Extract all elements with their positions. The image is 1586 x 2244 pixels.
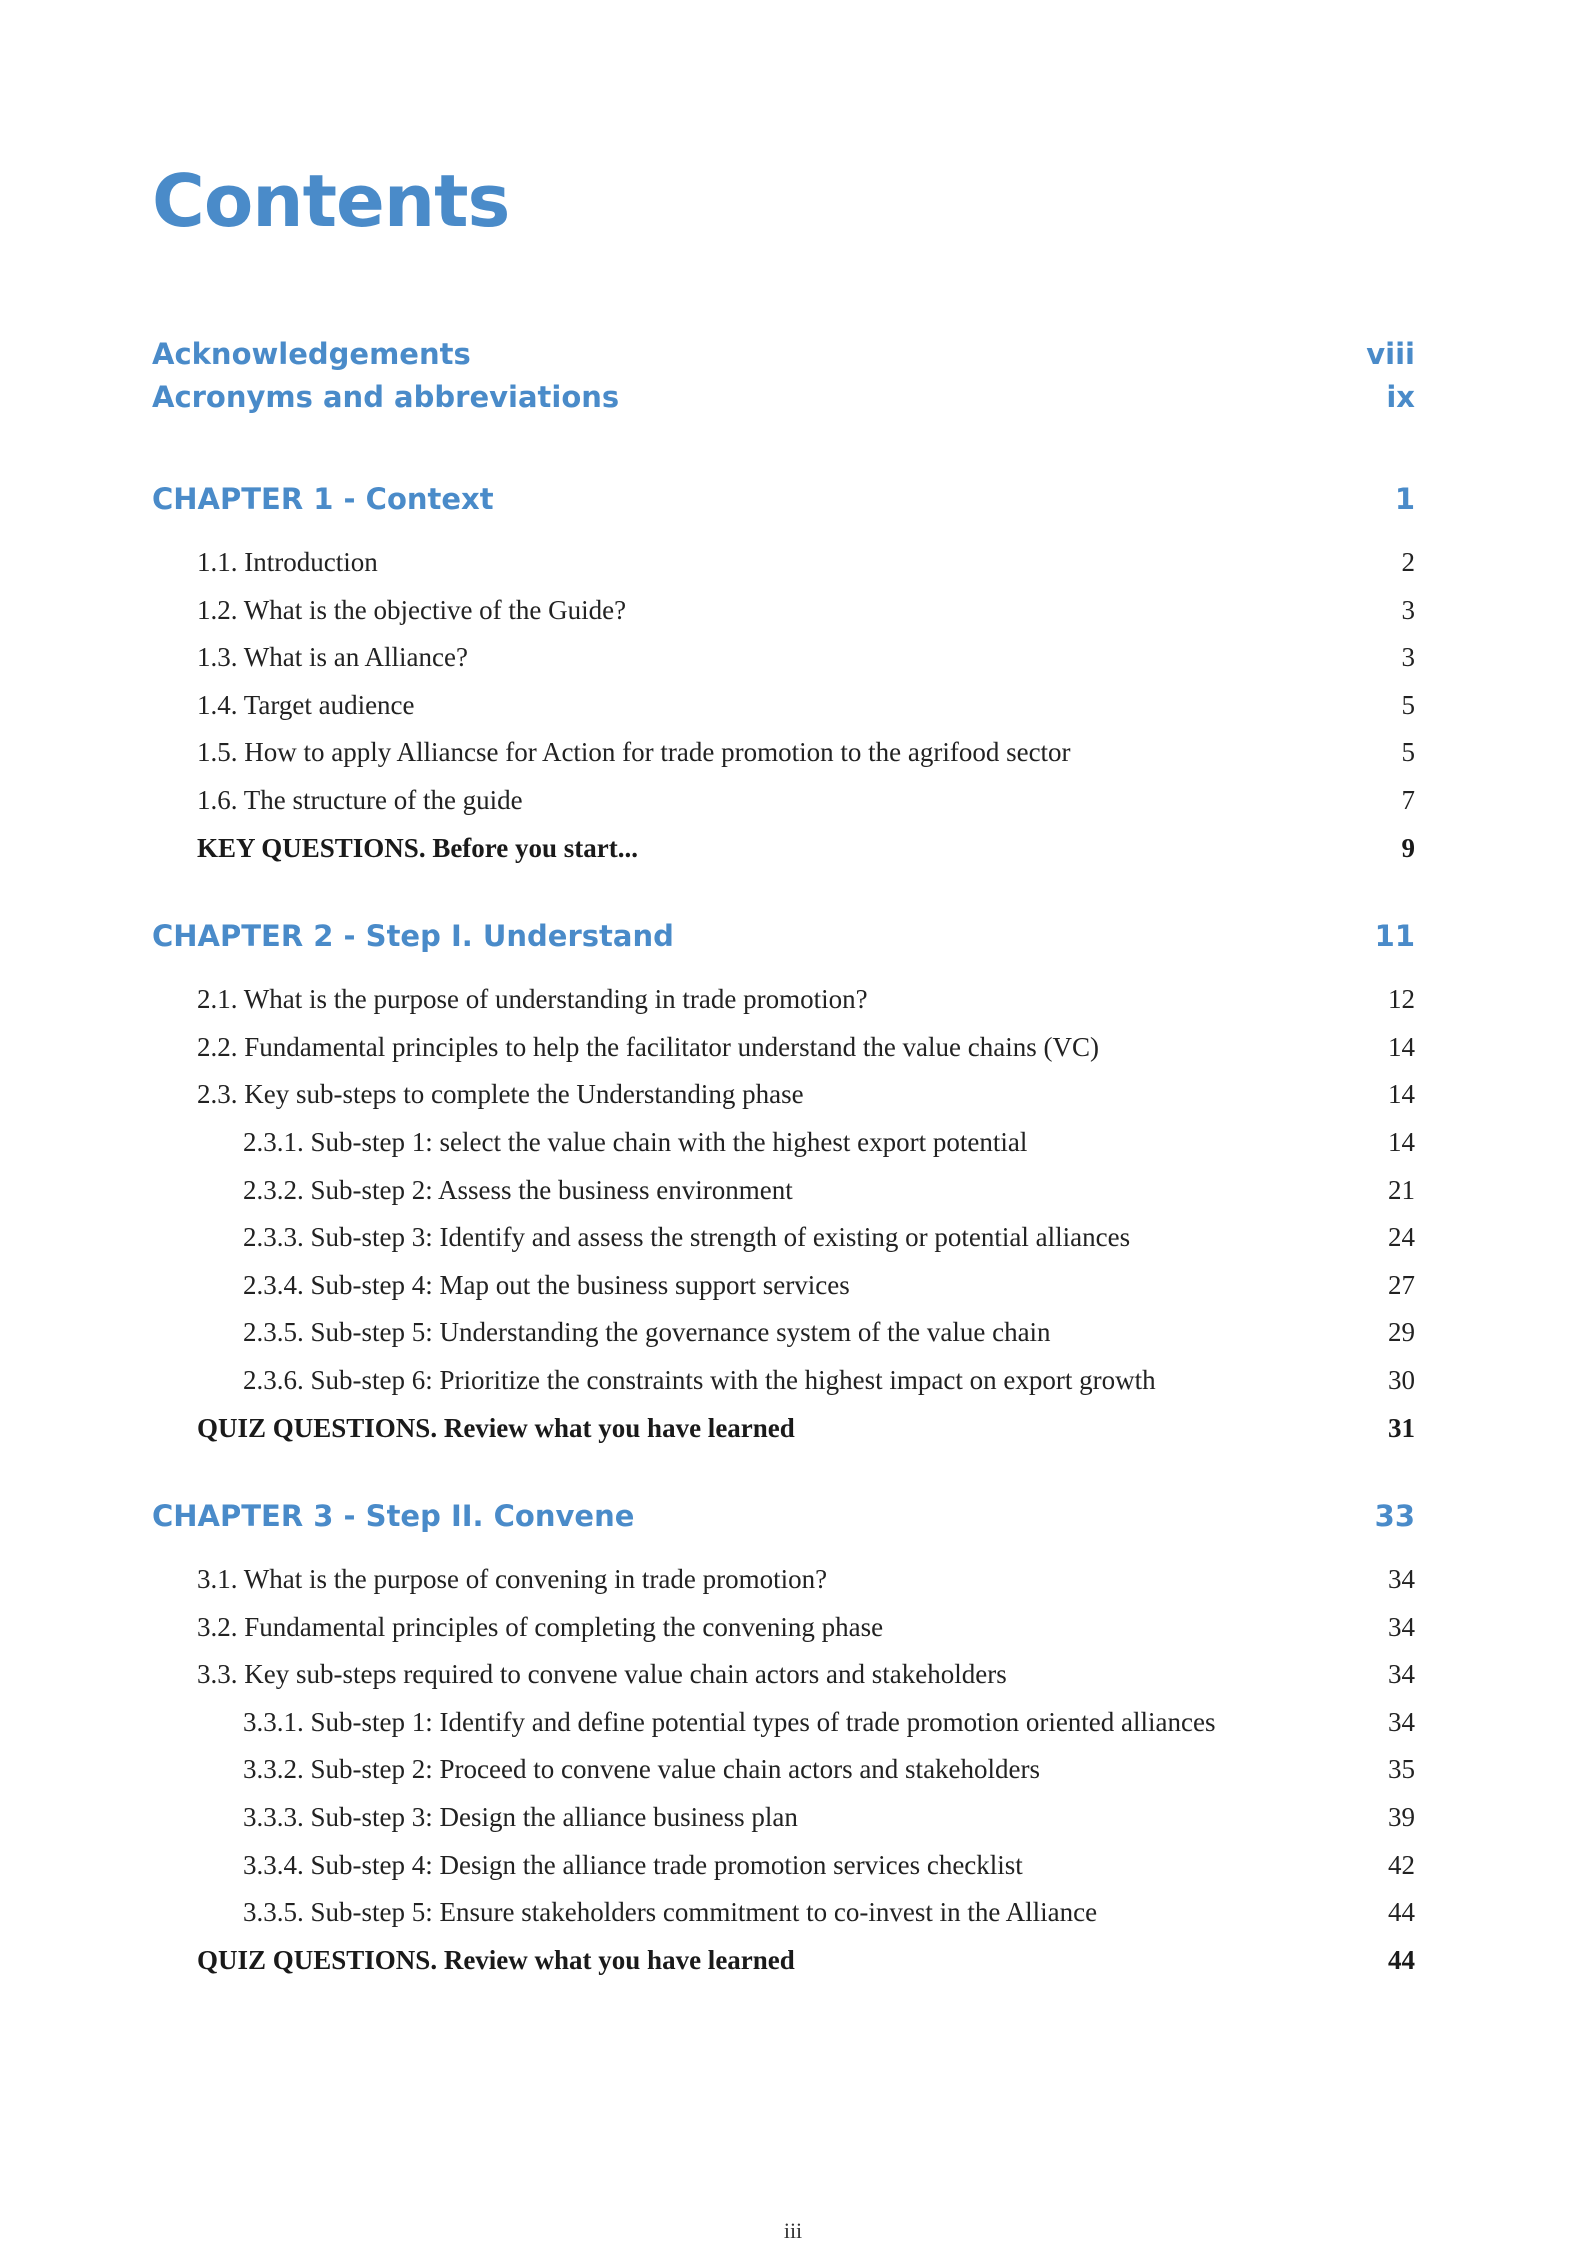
toc-entry-quiz-questions[interactable] bbox=[152, 1405, 1415, 1453]
toc-entry-page: 3 bbox=[1401, 642, 1415, 673]
toc-entry-quiz-questions[interactable] bbox=[152, 1937, 1415, 1985]
toc-entry-page: 24 bbox=[1388, 1222, 1415, 1253]
toc-entry-label: 2.1. What is the purpose of understanding in trade promotion? bbox=[197, 984, 868, 1015]
toc-subentry[interactable] bbox=[152, 1746, 1415, 1794]
toc-entry-page: 14 bbox=[1388, 1031, 1415, 1062]
toc-entry-label: 2.3.1. Sub-step 1: select the value chain with the highest export potential bbox=[243, 1126, 1028, 1157]
toc-entry[interactable] bbox=[152, 1024, 1415, 1072]
toc-entry-page: 44 bbox=[1388, 1944, 1415, 1975]
toc-entry-label: 3.1. What is the purpose of convening in trade promotion? bbox=[197, 1564, 828, 1595]
toc-entry-label: 2.3.2. Sub-step 2: Assess the business environment bbox=[243, 1174, 793, 1205]
toc-entry-page: ix bbox=[1386, 380, 1415, 414]
toc-entry-page: 34 bbox=[1388, 1564, 1415, 1595]
toc-entry-label: 3.3.3. Sub-step 3: Design the alliance business plan bbox=[243, 1802, 798, 1833]
toc-entry-label: 2.3.5. Sub-step 5: Understanding the governance system of the value chain bbox=[243, 1317, 1051, 1348]
toc-entry-page: 35 bbox=[1388, 1754, 1415, 1785]
toc-entry-acknowledgements[interactable] bbox=[152, 333, 1415, 376]
toc-subentry[interactable] bbox=[152, 1119, 1415, 1167]
toc-entry-page: viii bbox=[1366, 337, 1415, 371]
toc-entry[interactable] bbox=[152, 1556, 1415, 1604]
toc-entry-page: 42 bbox=[1388, 1849, 1415, 1880]
toc-subentry[interactable] bbox=[152, 1842, 1415, 1890]
toc-entry-label: 3.3.4. Sub-step 4: Design the alliance trade promotion services checklist bbox=[243, 1849, 1023, 1880]
toc-entry-label: 1.2. What is the objective of the Guide? bbox=[197, 594, 627, 625]
chapter-label: CHAPTER 2 - Step I. Understand bbox=[152, 919, 674, 954]
toc-entry[interactable] bbox=[152, 1651, 1415, 1699]
toc-entry[interactable] bbox=[152, 729, 1415, 777]
chapter-page: 33 bbox=[1374, 1499, 1415, 1534]
toc-entry-page: 31 bbox=[1388, 1412, 1415, 1443]
toc-entry-page: 30 bbox=[1388, 1364, 1415, 1395]
toc-entry-page: 44 bbox=[1388, 1897, 1415, 1928]
toc-entry-page: 21 bbox=[1388, 1174, 1415, 1205]
toc-entry-page: 9 bbox=[1401, 832, 1415, 863]
toc-entry-label: 2.3. Key sub-steps to complete the Understanding phase bbox=[197, 1079, 804, 1110]
toc-entry-page: 5 bbox=[1401, 737, 1415, 768]
toc-entry-label: 3.3. Key sub-steps required to convene value chain actors and stakeholders bbox=[197, 1659, 1007, 1690]
toc-entry[interactable] bbox=[152, 539, 1415, 587]
toc-subentry[interactable] bbox=[152, 1262, 1415, 1310]
toc-entry-label: Acknowledgements bbox=[152, 337, 471, 371]
toc-entry-label: 2.3.3. Sub-step 3: Identify and assess the strength of existing or potential alliances bbox=[243, 1222, 1131, 1253]
chapter-page: 1 bbox=[1394, 482, 1415, 516]
page-number: iii bbox=[783, 2218, 803, 2243]
toc-chapter-1[interactable] bbox=[152, 476, 1415, 523]
toc-entry-label: 2.2. Fundamental principles to help the facilitator understand the value chains (VC) bbox=[197, 1031, 1099, 1062]
toc-entry[interactable] bbox=[152, 634, 1415, 682]
toc-entry-acronyms[interactable] bbox=[152, 376, 1415, 419]
toc-entry-label: KEY QUESTIONS. Before you start... bbox=[197, 832, 639, 863]
toc-entry-key-questions[interactable] bbox=[152, 825, 1415, 873]
toc-entry-label: 3.3.2. Sub-step 2: Proceed to convene value chain actors and stakeholders bbox=[243, 1754, 1041, 1785]
toc-chapter-2[interactable] bbox=[152, 913, 1415, 960]
toc-entry-label: Acronyms and abbreviations bbox=[152, 380, 620, 414]
toc-entry-label: 1.4. Target audience bbox=[197, 689, 415, 720]
toc-entry[interactable] bbox=[152, 1071, 1415, 1119]
toc-entry-label: 3.2. Fundamental principles of completing the convening phase bbox=[197, 1611, 884, 1642]
page-title: Contents bbox=[152, 159, 510, 243]
toc-entry-label: 2.3.6. Sub-step 6: Prioritize the constraints with the highest impact on export growth bbox=[243, 1364, 1156, 1395]
toc-entry[interactable] bbox=[152, 587, 1415, 635]
toc-entry-label: 1.6. The structure of the guide bbox=[197, 784, 523, 815]
toc-entry-page: 29 bbox=[1388, 1317, 1415, 1348]
toc-entry-page: 34 bbox=[1388, 1611, 1415, 1642]
toc-entry-page: 14 bbox=[1388, 1126, 1415, 1157]
toc-entry-page: 27 bbox=[1388, 1269, 1415, 1300]
toc-entry-label: 2.3.4. Sub-step 4: Map out the business support services bbox=[243, 1269, 850, 1300]
toc-entry-page: 12 bbox=[1388, 984, 1415, 1015]
toc-subentry[interactable] bbox=[152, 1794, 1415, 1842]
toc-subentry[interactable] bbox=[152, 1309, 1415, 1357]
chapter-label: CHAPTER 3 - Step II. Convene bbox=[152, 1499, 635, 1534]
toc-entry-page: 5 bbox=[1401, 689, 1415, 720]
toc-subentry[interactable] bbox=[152, 1167, 1415, 1215]
toc-entry-page: 7 bbox=[1401, 784, 1415, 815]
toc-entry[interactable] bbox=[152, 976, 1415, 1024]
toc-entry-label: 3.3.5. Sub-step 5: Ensure stakeholders commitment to co-invest in the Alliance bbox=[243, 1897, 1098, 1928]
toc-subentry[interactable] bbox=[152, 1357, 1415, 1405]
toc-entry[interactable] bbox=[152, 682, 1415, 730]
toc-entry[interactable] bbox=[152, 777, 1415, 825]
toc-entry-page: 34 bbox=[1388, 1659, 1415, 1690]
toc-entry-label: QUIZ QUESTIONS. Review what you have learned bbox=[197, 1412, 795, 1443]
toc-subentry[interactable] bbox=[152, 1699, 1415, 1747]
chapter-page: 11 bbox=[1374, 919, 1415, 954]
toc-entry-page: 3 bbox=[1401, 594, 1415, 625]
toc-entry-label: 1.1. Introduction bbox=[197, 547, 378, 577]
toc-entry-label: 1.3. What is an Alliance? bbox=[197, 642, 468, 673]
toc-entry-page: 14 bbox=[1388, 1079, 1415, 1110]
toc-entry-label: QUIZ QUESTIONS. Review what you have learned bbox=[197, 1944, 795, 1975]
table-of-contents bbox=[152, 333, 1415, 1984]
toc-subentry[interactable] bbox=[152, 1214, 1415, 1262]
toc-entry-label: 1.5. How to apply Alliancse for Action for trade promotion to the agrifood sector bbox=[197, 737, 1071, 768]
chapter-label: CHAPTER 1 - Context bbox=[152, 482, 494, 516]
toc-entry-page: 39 bbox=[1388, 1802, 1415, 1833]
toc-subentry[interactable] bbox=[152, 1889, 1415, 1937]
toc-chapter-3[interactable] bbox=[152, 1493, 1415, 1540]
toc-entry-page: 34 bbox=[1388, 1706, 1415, 1737]
toc-entry-label: 3.3.1. Sub-step 1: Identify and define potential types of trade promotion oriented alliances bbox=[243, 1706, 1216, 1737]
toc-entry[interactable] bbox=[152, 1604, 1415, 1652]
toc-entry-page: 2 bbox=[1401, 547, 1415, 577]
